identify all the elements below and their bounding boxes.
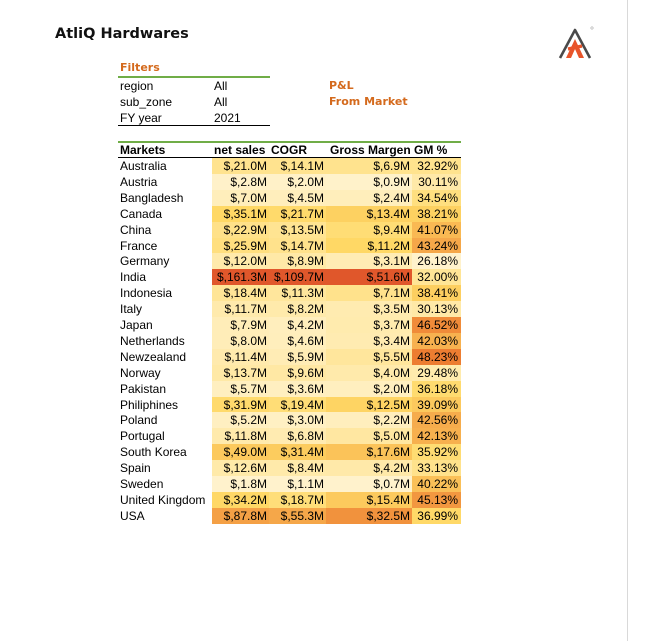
- net-sales-cell: $,18.4M: [212, 285, 269, 301]
- net-sales-cell: $,12.6M: [212, 460, 269, 476]
- cogs-cell: $,21.7M: [269, 206, 326, 222]
- gm-pct-cell: 42.03%: [412, 333, 461, 349]
- table-row: [0, 381, 650, 397]
- market-cell: Sweden: [120, 477, 164, 491]
- table-row: [0, 349, 650, 365]
- market-cell: Bangladesh: [120, 190, 184, 205]
- net-sales-cell: $,21.0M: [212, 158, 269, 174]
- table-row: [0, 317, 650, 333]
- filter-label: FY year: [120, 111, 162, 125]
- cogs-cell: $,9.6M: [269, 365, 326, 381]
- table-row: [0, 206, 650, 222]
- cogs-cell: $,13.5M: [269, 222, 326, 238]
- filter-value[interactable]: 2021: [214, 111, 241, 125]
- cogs-cell: $,3.6M: [269, 381, 326, 397]
- cogs-cell: $,55.3M: [269, 508, 326, 524]
- atliq-logo-icon: [555, 22, 595, 62]
- table-row: [0, 428, 650, 444]
- table-row: [0, 476, 650, 492]
- gm-pct-cell: 35.92%: [412, 444, 461, 460]
- table-row: [0, 412, 650, 428]
- gross-margin-cell: $,3.4M: [326, 333, 412, 349]
- market-cell: Netherlands: [120, 333, 185, 348]
- gross-margin-cell: $,4.0M: [326, 365, 412, 381]
- table-row: [0, 301, 650, 317]
- cogs-cell: $,18.7M: [269, 492, 326, 508]
- table-row: [0, 174, 650, 190]
- market-cell: South Korea: [120, 445, 187, 460]
- gm-pct-cell: 48.23%: [412, 349, 461, 365]
- header-gm-pct: GM %: [414, 143, 448, 157]
- gm-pct-cell: 42.13%: [412, 428, 461, 444]
- gross-margin-cell: $,3.5M: [326, 301, 412, 317]
- gm-pct-cell: 29.48%: [412, 365, 461, 381]
- table-row: [0, 190, 650, 206]
- market-cell: Philiphines: [120, 397, 179, 412]
- gross-margin-cell: $,11.2M: [326, 238, 412, 254]
- net-sales-cell: $,25.9M: [212, 238, 269, 254]
- net-sales-cell: $,11.7M: [212, 301, 269, 317]
- market-cell: Spain: [120, 461, 151, 476]
- gross-margin-cell: $,9.4M: [326, 222, 412, 238]
- gross-margin-cell: $,2.0M: [326, 381, 412, 397]
- gm-pct-cell: 33.13%: [412, 460, 461, 476]
- table-row: [0, 253, 650, 269]
- market-cell: Norway: [120, 365, 161, 380]
- cogs-cell: $,5.9M: [269, 349, 326, 365]
- market-cell: Japan: [120, 318, 153, 332]
- market-cell: Newzealand: [120, 349, 187, 364]
- cogs-cell: $,14.1M: [269, 158, 326, 174]
- gross-margin-cell: $,12.5M: [326, 397, 412, 413]
- net-sales-cell: $,11.8M: [212, 428, 269, 444]
- cogs-cell: $,109.7M: [269, 269, 326, 285]
- market-cell: Austria: [120, 174, 158, 189]
- gross-margin-cell: $,0.9M: [326, 174, 412, 190]
- table-row: [0, 397, 650, 413]
- header-markets: Markets: [120, 143, 166, 157]
- market-cell: India: [120, 270, 147, 285]
- gm-pct-cell: 45.13%: [412, 492, 461, 508]
- gross-margin-cell: $,3.1M: [326, 253, 412, 269]
- market-cell: Canada: [120, 206, 163, 221]
- gm-pct-cell: 34.54%: [412, 190, 461, 206]
- market-cell: Pakistan: [120, 381, 167, 396]
- table-row: [0, 333, 650, 349]
- gross-margin-cell: $,5.5M: [326, 349, 412, 365]
- net-sales-cell: $,1.8M: [212, 476, 269, 492]
- cogs-cell: $,31.4M: [269, 444, 326, 460]
- market-cell: Italy: [120, 302, 143, 317]
- gross-margin-cell: $,4.2M: [326, 460, 412, 476]
- gm-pct-cell: 46.52%: [412, 317, 461, 333]
- table-row: [0, 238, 650, 254]
- gm-pct-cell: 30.13%: [412, 301, 461, 317]
- table-row: [0, 365, 650, 381]
- cogs-cell: $,4.5M: [269, 190, 326, 206]
- net-sales-cell: $,12.0M: [212, 253, 269, 269]
- table-row: [0, 460, 650, 476]
- market-cell: Germany: [120, 254, 170, 269]
- market-cell: United Kingdom: [120, 492, 206, 507]
- gm-pct-cell: 43.24%: [412, 238, 461, 254]
- gross-margin-cell: $,13.4M: [326, 206, 412, 222]
- market-cell: USA: [120, 508, 145, 523]
- cogs-cell: $,1.1M: [269, 476, 326, 492]
- gm-pct-cell: 30.11%: [412, 174, 461, 190]
- filter-label: sub_zone: [120, 95, 173, 109]
- company-title: AtliQ Hardwares: [55, 26, 189, 42]
- market-cell: Indonesia: [120, 286, 173, 301]
- net-sales-cell: $,8.0M: [212, 333, 269, 349]
- gross-margin-cell: $,15.4M: [326, 492, 412, 508]
- gross-margin-cell: $,3.7M: [326, 317, 412, 333]
- filters-title: Filters: [120, 61, 160, 74]
- table-row: [0, 269, 650, 285]
- net-sales-cell: $,11.4M: [212, 349, 269, 365]
- cogs-cell: $,8.2M: [269, 301, 326, 317]
- net-sales-cell: $,7.0M: [212, 190, 269, 206]
- filter-value[interactable]: All: [214, 95, 228, 109]
- filter-value[interactable]: All: [214, 79, 228, 93]
- cogs-cell: $,14.7M: [269, 238, 326, 254]
- table-row: [0, 508, 650, 524]
- gm-pct-cell: 38.21%: [412, 206, 461, 222]
- gm-pct-cell: 36.18%: [412, 381, 461, 397]
- cogs-cell: $,8.4M: [269, 460, 326, 476]
- net-sales-cell: $,161.3M: [212, 269, 269, 285]
- cogs-cell: $,11.3M: [269, 285, 326, 301]
- gm-pct-cell: 26.18%: [412, 253, 461, 269]
- net-sales-cell: $,13.7M: [212, 365, 269, 381]
- gross-margin-cell: $,51.6M: [326, 269, 412, 285]
- gross-margin-cell: $,32.5M: [326, 508, 412, 524]
- market-cell: China: [120, 222, 152, 237]
- gross-margin-cell: $,7.1M: [326, 285, 412, 301]
- net-sales-cell: $,87.8M: [212, 508, 269, 524]
- cogs-cell: $,2.0M: [269, 174, 326, 190]
- gross-margin-cell: $,2.2M: [326, 412, 412, 428]
- table-row: [0, 492, 650, 508]
- net-sales-cell: $,31.9M: [212, 397, 269, 413]
- net-sales-cell: $,7.9M: [212, 317, 269, 333]
- gross-margin-cell: $,5.0M: [326, 428, 412, 444]
- cogs-cell: $,4.2M: [269, 317, 326, 333]
- net-sales-cell: $,5.7M: [212, 381, 269, 397]
- gm-pct-cell: 38.41%: [412, 285, 461, 301]
- gross-margin-cell: $,6.9M: [326, 158, 412, 174]
- table-row: [0, 444, 650, 460]
- report-subtitle: From Market: [329, 95, 408, 108]
- market-cell: France: [120, 238, 158, 253]
- table-row: [0, 285, 650, 301]
- filters-bottom-border: [118, 125, 270, 126]
- header-net-sales: net sales: [214, 143, 266, 157]
- net-sales-cell: $,5.2M: [212, 412, 269, 428]
- gm-pct-cell: 42.56%: [412, 412, 461, 428]
- net-sales-cell: $,34.2M: [212, 492, 269, 508]
- gross-margin-cell: $,17.6M: [326, 444, 412, 460]
- cogs-cell: $,6.8M: [269, 428, 326, 444]
- gm-pct-cell: 41.07%: [412, 222, 461, 238]
- gm-pct-cell: 39.09%: [412, 397, 461, 413]
- net-sales-cell: $,35.1M: [212, 206, 269, 222]
- gross-margin-cell: $,2.4M: [326, 190, 412, 206]
- table-row: [0, 158, 650, 174]
- gm-pct-cell: 40.22%: [412, 476, 461, 492]
- header-cogs: COGR: [271, 143, 307, 157]
- cogs-cell: $,8.9M: [269, 253, 326, 269]
- cogs-cell: $,4.6M: [269, 333, 326, 349]
- net-sales-cell: $,2.8M: [212, 174, 269, 190]
- gross-margin-cell: $,0.7M: [326, 476, 412, 492]
- gm-pct-cell: 32.00%: [412, 269, 461, 285]
- header-gross-margin: Gross Margen: [330, 143, 411, 157]
- cogs-cell: $,3.0M: [269, 412, 326, 428]
- cogs-cell: $,19.4M: [269, 397, 326, 413]
- market-cell: Portugal: [120, 429, 165, 444]
- market-cell: Poland: [120, 413, 158, 428]
- table-row: [0, 222, 650, 238]
- gm-pct-cell: 32.92%: [412, 158, 461, 174]
- filter-label: region: [120, 79, 154, 93]
- gm-pct-cell: 36.99%: [412, 508, 461, 524]
- net-sales-cell: $,22.9M: [212, 222, 269, 238]
- net-sales-cell: $,49.0M: [212, 444, 269, 460]
- market-cell: Australia: [120, 159, 167, 173]
- report-title: P&L: [329, 79, 354, 92]
